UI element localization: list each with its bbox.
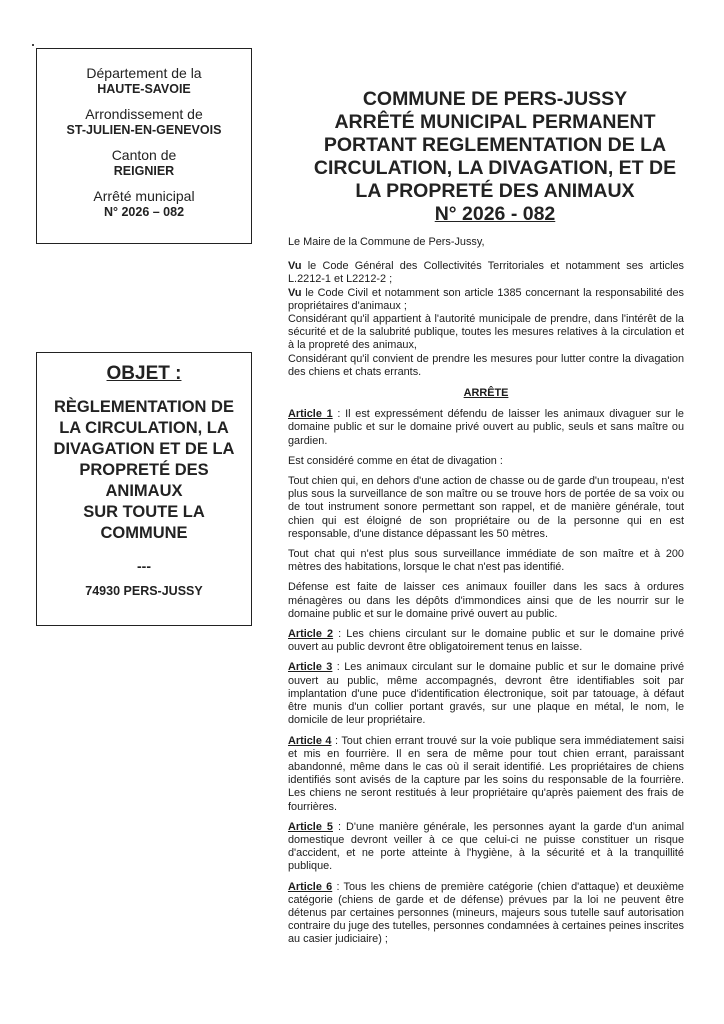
article-text: : D'une manière générale, les personnes ayant la garde d'un animal domestique devront veiller à ce que celui-ci ne puisse constituer un risque d'accident, et ne porte atteinte à l'hygiène, à la sécurité et à la tranquillité publique.	[288, 820, 684, 873]
article-label: Article 6	[288, 880, 333, 893]
subject-box	[36, 352, 252, 626]
preamble-considerant-1: Considérant qu'il appartient à l'autorité municipale de prendre, dans l'intérêt de la sécurité et de la salubrité publique, toutes les mesures relatives à la circulation et à la propreté des animaux,	[288, 313, 684, 352]
article-1	[288, 408, 684, 448]
article-label: Article 3	[288, 661, 333, 674]
subject-line: RÈGLEMENTATION DE	[54, 398, 234, 416]
preamble-vu-1	[288, 260, 684, 286]
decree-label: Arrêté municipal	[93, 188, 195, 204]
article-text: : Les chiens circulant sur le domaine public et sur le domaine privé ouvert au public devront être obligatoirement tenus en laisse.	[288, 628, 684, 654]
subject-separator: ---	[137, 558, 151, 574]
vu-text: le Code Civil et notamment son article 1385 concernant la responsabilité des propriétaires d'animaux ;	[288, 286, 684, 312]
title-line: ARRÊTÉ MUNICIPAL PERMANENT	[334, 111, 656, 133]
subject-title: OBJET :	[106, 363, 182, 384]
title-line: LA PROPRETÉ DES ANIMAUX	[355, 180, 635, 202]
subject-line: ANIMAUX	[105, 482, 183, 500]
preamble-vu-2	[288, 287, 684, 313]
title-line: PORTANT REGLEMENTATION DE LA	[323, 134, 667, 156]
subject-text	[37, 397, 251, 544]
document-title	[290, 88, 700, 226]
administrative-info-box	[36, 48, 252, 244]
canton-label: Canton de	[111, 147, 177, 163]
article-text: : Tout chien errant trouvé sur la voie publique sera immédiatement saisi et mis en fourrière. Il en sera de même pour tout chien errant, paraissant abandonné, même dans le cas où il serait identifié. Les propriétaires de chiens identifiés sont avisés de la capture par les soins du responsable de la fourrière. Les chiens ne seront restitués à leur propriétaire qu'après paiement des frais de fourrières.	[288, 734, 684, 813]
subject-line: DIVAGATION ET DE LA	[53, 440, 235, 458]
arrondissement-label: Arrondissement de	[85, 106, 203, 122]
title-line: CIRCULATION, LA DIVAGATION, ET DE	[313, 157, 677, 179]
document-body	[288, 236, 684, 954]
paragraph-chien: Tout chien qui, en dehors d'une action de chasse ou de garde d'un troupeau, n'est plus sous la surveillance de son maître ou se trouve hors de portée de sa voix ou de tout instrument sonore permettant son rappel, et de manière générale, tout chien qui est éloigné de son propriétaire ou de la personne qui en est responsable, d'une distance dépassant les 50 mètres.	[288, 475, 684, 540]
subject-line: COMMUNE	[100, 524, 188, 542]
department-label: Département de la	[86, 65, 202, 81]
article-3	[288, 661, 684, 727]
article-text: : Les animaux circulant sur le domaine public et sur le domaine privé ouvert au public, même accompagnés, devront être identifiables soit par implantation d'une puce d'identification électronique, soit par tatouage, à défaut être munis d'un collier portant gravés, sur une plaque en métal, le nom, le domicile de leur propriétaire.	[288, 661, 684, 727]
decree-number: N° 2026 – 082	[103, 205, 185, 219]
article-label: Article 5	[288, 820, 333, 833]
article-4	[288, 735, 684, 814]
subject-place: 74930 PERS-JUSSY	[85, 584, 203, 598]
paragraph-defense: Défense est faite de laisser ces animaux fouiller dans les sacs à ordures ménagères ou dans les dépôts d'immondices ainsi que de les nourrir sur le domaine public et sur le domaine privé ouvert au public.	[288, 581, 684, 620]
vu-text: le Code Général des Collectivités Territoriales et notamment ses articles L.2212-1 et L2212-2 ;	[288, 260, 684, 286]
preamble	[288, 260, 684, 379]
article-label: Article 1	[288, 408, 333, 421]
article-text: : Tous les chiens de première catégorie (chien d'attaque) et deuxième catégorie (chiens de garde et de défense) prévues par la loi ne peuvent être détenus par certaines personnes (mineurs, majeurs sous tutelle sauf autorisation contraire du juge des tutelles, personnes condamnées à certaines peines inscrites au casier judiciaire) ;	[288, 880, 684, 946]
subject-line: SUR TOUTE LA	[83, 503, 205, 521]
article-label: Article 2	[288, 628, 334, 641]
subject-line: PROPRETÉ DES	[79, 461, 209, 479]
article-6	[288, 881, 684, 947]
title-number: N° 2026 - 082	[434, 203, 556, 225]
article-5	[288, 821, 684, 874]
arrete-heading: ARRÊTE	[463, 387, 509, 400]
arrondissement-value: ST-JULIEN-EN-GENEVOIS	[66, 123, 222, 137]
article-label: Article 4	[288, 734, 332, 747]
article-2	[288, 628, 684, 654]
department-value: HAUTE-SAVOIE	[97, 82, 191, 96]
subject-line: LA CIRCULATION, LA	[59, 419, 229, 437]
canton-value: REIGNIER	[113, 164, 175, 178]
preamble-considerant-2: Considérant qu'il convient de prendre les mesures pour lutter contre la divagation des chiens et chats errants.	[288, 352, 684, 378]
title-line: COMMUNE DE PERS-JUSSY	[362, 88, 628, 110]
paragraph-chat: Tout chat qui n'est plus sous surveillance immédiate de son maître et à 200 mètres des habitations, lorsque le chat n'est pas identifié.	[288, 548, 684, 574]
article-text: : Il est expressément défendu de laisser les animaux divaguer sur le domaine public et sur le domaine privé ouvert au public, seuls et sans maître ou gardien.	[288, 408, 684, 447]
scan-mark	[32, 44, 34, 46]
vu-keyword: Vu	[288, 260, 302, 273]
vu-keyword: Vu	[288, 286, 302, 299]
paragraph-divagation: Est considéré comme en état de divagation :	[288, 454, 503, 467]
intro-line: Le Maire de la Commune de Pers-Jussy,	[288, 236, 485, 248]
